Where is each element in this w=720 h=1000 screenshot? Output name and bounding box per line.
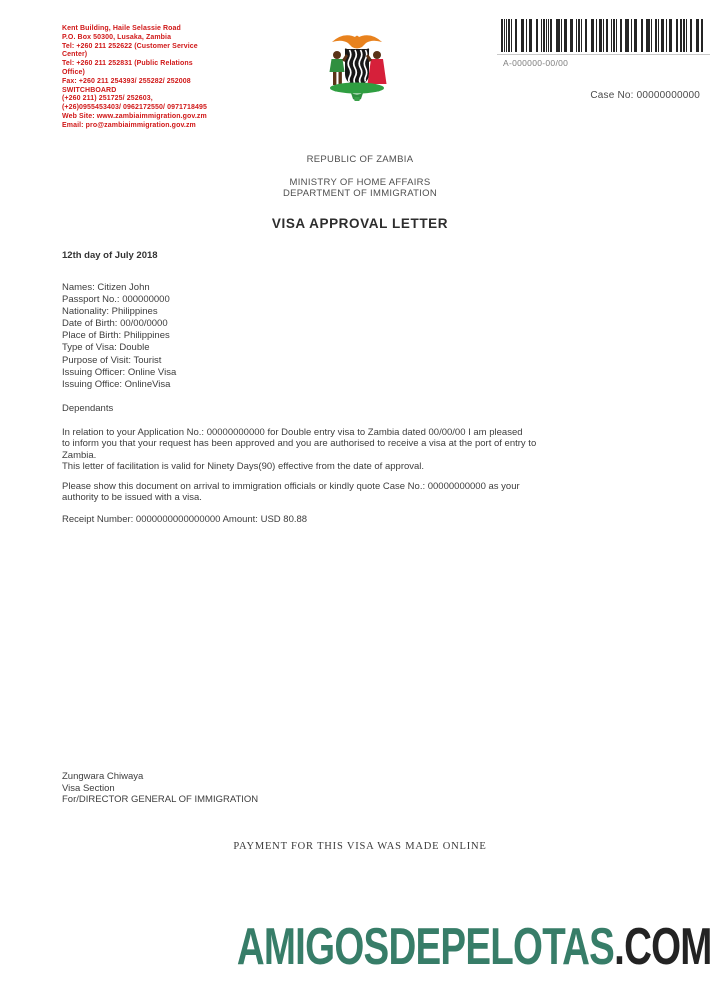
letter-title: VISA APPROVAL LETTER — [271, 216, 449, 231]
ministry-heading: MINISTRY OF HOME AFFAIRS — [289, 177, 431, 188]
republic-heading: REPUBLIC OF ZAMBIA — [306, 154, 414, 165]
address-line: Tel: +260 211 252831 (Public Relations — [62, 60, 193, 68]
receipt-line: Receipt Number: 0000000000000000 Amount: USD 80.88 — [62, 514, 308, 525]
sender-address-block — [62, 25, 272, 131]
paragraph-line: Zambia. — [62, 449, 97, 461]
signatory-name: Zungwara Chiwaya — [62, 771, 144, 782]
payment-notice: PAYMENT FOR THIS VISA WAS MADE ONLINE — [233, 841, 487, 852]
detail-names: Names: Citizen John — [62, 282, 150, 293]
paragraph-line: to inform you that your request has been approved and you are authorised to receive a visa at the port of entry to — [62, 438, 537, 450]
watermark-site-name: AMIGOSDEPELOTAS — [237, 918, 615, 976]
signatory-for-line: For/DIRECTOR GENERAL OF IMMIGRATION — [62, 794, 259, 806]
address-line: Kent Building, Haile Selassie Road — [62, 25, 181, 32]
address-line: Office) — [62, 68, 85, 76]
address-line: Email: pro@zambiaimmigration.gov.zm — [62, 121, 196, 129]
barcode — [501, 19, 704, 52]
address-line: P.O. Box 50300, Lusaka, Zambia — [62, 33, 172, 41]
letter-date: 12th day of July 2018 — [62, 250, 158, 261]
approval-paragraph — [62, 427, 672, 473]
address-line: Web Site: www.zambiaimmigration.gov.zm — [62, 112, 207, 120]
detail-type-of-visa: Type of Visa: Double — [62, 342, 150, 354]
signature-block — [62, 771, 258, 806]
address-line: Center) — [62, 51, 88, 59]
address-line: (+260 211) 251725/ 252603, — [62, 95, 153, 103]
paragraph-line: authority to be issued with a visa. — [62, 492, 202, 504]
signatory-section: Visa Section — [62, 782, 115, 794]
detail-date-of-birth: Date of Birth: 00/00/0000 — [62, 318, 168, 330]
address-line: (+26)0955453403/ 0962172550/ 0971718495 — [62, 104, 208, 112]
detail-passport-no: Passport No.: 000000000 — [62, 294, 170, 306]
detail-nationality: Nationality: Philippines — [62, 306, 158, 318]
site-watermark — [237, 918, 712, 976]
department-heading: DEPARTMENT OF IMMIGRATION — [282, 188, 438, 199]
watermark-tld: .COM — [614, 918, 712, 976]
address-line: SWITCHBOARD — [62, 86, 117, 94]
dependants-label: Dependants — [62, 403, 114, 414]
address-line: Tel: +260 211 252622 (Customer Service — [62, 42, 198, 50]
paragraph-line: This letter of facilitation is valid for Ninety Days(90) effective from the date of approval. — [62, 461, 425, 473]
applicant-details-block — [62, 282, 176, 391]
detail-issuing-office: Issuing Office: OnlineVisa — [62, 378, 171, 390]
detail-issuing-officer: Issuing Officer: Online Visa — [62, 366, 177, 378]
barcode-divider — [497, 54, 710, 55]
detail-purpose-of-visit: Purpose of Visit: Tourist — [62, 354, 162, 366]
address-line: Fax: +260 211 254393/ 255282/ 252008 — [62, 77, 191, 85]
case-number: Case No: 00000000000 — [590, 90, 700, 101]
barcode-label: A-000000-00/00 — [503, 58, 569, 68]
zambia-coat-of-arms-icon — [318, 28, 396, 104]
paragraph-line: Please show this document on arrival to immigration officials or kindly quote Case No.: 00000000000 as your — [62, 481, 520, 492]
instruction-paragraph — [62, 481, 672, 504]
paragraph-line: In relation to your Application No.: 00000000000 for Double entry visa to Zambia dated 00/00/00 I am pleased — [62, 427, 523, 438]
detail-place-of-birth: Place of Birth: Philippines — [62, 330, 170, 342]
